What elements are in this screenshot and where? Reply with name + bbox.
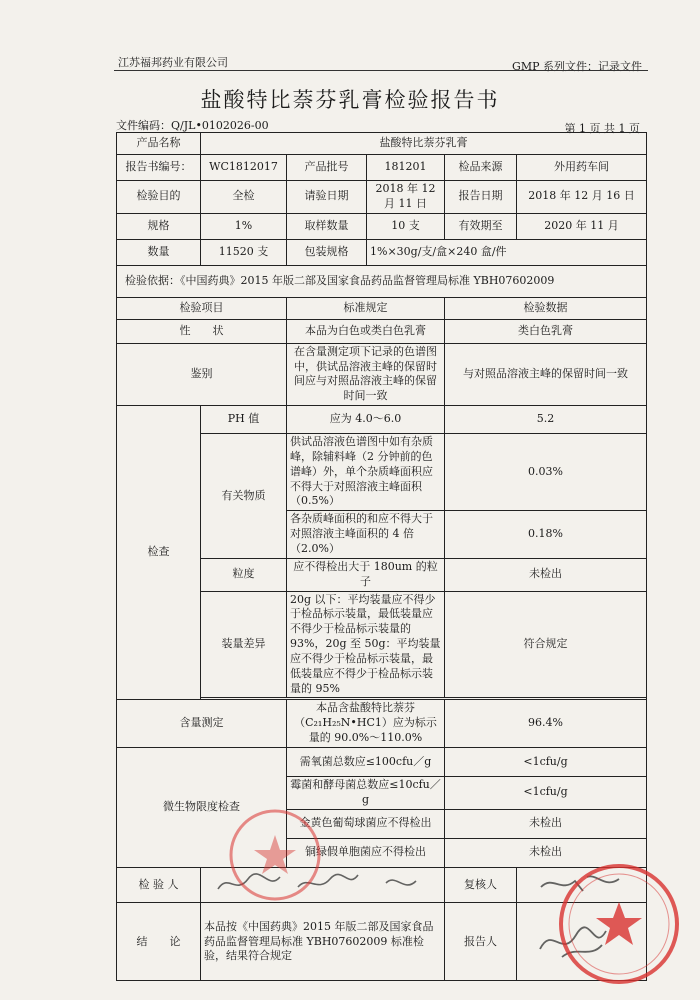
spec-label: 规格 [117,213,201,239]
fill-label: 装量差异 [201,591,287,698]
ph-standard: 应为 4.0～6.0 [287,406,445,434]
row-purpose [117,181,647,214]
col-header-result: 检验数据 [445,297,647,319]
row-character [117,319,647,343]
assay-label: 含量测定 [117,700,287,748]
fill-result: 符合规定 [445,591,647,698]
related-standard-2: 各杂质峰面积的和应不得大于对照溶液主峰面积的 4 倍（2.0%） [287,511,445,559]
page-info: 第 1 页 共 1 页 [564,122,640,135]
expiry-value: 2020 年 11 月 [517,213,647,239]
request-date-value: 2018 年 12 月 11 日 [367,181,445,214]
batch-label: 产品批号 [287,155,367,181]
inspector-label: 检 验 人 [117,867,201,903]
sample-qty-label: 取样数量 [287,213,367,239]
character-label: 性 状 [117,319,287,343]
particle-result: 未检出 [445,558,647,591]
packing-value: 1%×30g/支/盒×240 盒/件 [367,239,647,265]
micro-result-4: 未检出 [445,838,647,867]
reviewer-label: 复核人 [445,867,517,903]
row-quantity [117,239,647,265]
report-date-label: 报告日期 [445,181,517,214]
ph-result: 5.2 [445,406,647,434]
doc-type: GMP 系列文件：记录文件 [512,60,642,73]
assay-result: 96.4% [445,700,647,748]
row-ph [117,406,647,434]
col-header-standard: 标准规定 [287,297,445,319]
batch-value: 181201 [367,155,445,181]
assay-standard: 本品含盐酸特比萘芬（C₂₁H₂₅N•HC1）应为标示量的 90.0%～110.0% [287,700,445,748]
conclusion-text: 本品按《中国药典》2015 年版二部及国家食品药品监督管理局标准 YBH07602009 标准检验，结果符合规定 [201,903,445,981]
fill-standard: 20g 以下：平均装量应不得少于检品标示装量，最低装量应不得少于检品标示装量的 93%，20g 至 50g：平均装量应不得少于检品标示装量，最低装量应不得少于检品标示装量的 95% [287,591,445,698]
reporter-label: 报告人 [445,903,517,981]
micro-result-2: <1cfu/g [445,776,647,809]
identification-label: 鉴别 [117,343,287,405]
request-date-label: 请验日期 [287,181,367,214]
header-divider [114,70,648,71]
sample-qty-value: 10 支 [367,213,445,239]
source-value: 外用药车间 [517,155,647,181]
document-number [116,117,269,133]
purpose-value: 全检 [201,181,287,214]
company-name: 江苏福邦药业有限公司 [118,56,228,69]
row-identification [117,343,647,405]
packing-label: 包装规格 [287,239,367,265]
identification-standard: 在含量测定项下记录的色谱图中，供试品溶液主峰的保留时间应与对照品溶液主峰的保留时间一致 [287,343,445,405]
related-label: 有关物质 [201,434,287,559]
col-header-item: 检验项目 [117,297,287,319]
purpose-label: 检验目的 [117,181,201,214]
identification-result: 与对照品溶液主峰的保留时间一致 [445,343,647,405]
report-no-label: 报告书编号： [117,155,201,181]
report-date-value: 2018 年 12 月 16 日 [517,181,647,214]
micro-label: 微生物限度检查 [117,747,287,867]
quantity-value: 11520 支 [201,239,287,265]
related-result-1: 0.03% [445,434,647,511]
micro-result-3: 未检出 [445,809,647,838]
particle-standard: 应不得检出大于 180um 的粒子 [287,558,445,591]
expiry-label: 有效期至 [445,213,517,239]
quantity-label: 数量 [117,239,201,265]
product-name-value: 盐酸特比萘芬乳膏 [201,133,647,155]
related-result-2: 0.18% [445,511,647,559]
micro-standard-4: 铜绿假单胞菌应不得检出 [287,838,445,867]
micro-standard-2: 霉菌和酵母菌总数应≤10cfu／g [287,776,445,809]
inspection-basis: 检验依据：《中国药典》2015 年版二部及国家食品药品监督管理局标准 YBH07602009 [117,265,647,297]
micro-standard-3: 金黄色葡萄球菌应不得检出 [287,809,445,838]
company-seal [555,860,683,988]
micro-standard-1: 需氧菌总数应≤100cfu／g [287,747,445,776]
micro-result-1: <1cfu/g [445,747,647,776]
doc-no-value: Q/JL•0102026-00 [171,119,269,132]
row-micro-1 [117,747,647,776]
spec-value: 1% [201,213,287,239]
row-basis [117,265,647,297]
check-label: 检查 [117,406,201,700]
doc-no-label: 文件编码： [116,119,171,132]
report-no-value: WC1812017 [201,155,287,181]
row-report-no [117,155,647,181]
particle-label: 粒度 [201,558,287,591]
related-standard-1: 供试品溶液色谱图中如有杂质峰，除辅料峰（2 分钟前的色谱峰）外，单个杂质峰面积应不得大于对照溶液主峰面积（0.5%） [287,434,445,511]
inspection-stamp [225,805,325,905]
report-table [116,132,647,981]
row-assay [117,700,647,748]
report-title: 盐酸特比萘芬乳膏检验报告书 [200,88,500,112]
character-result: 类白色乳膏 [445,319,647,343]
product-name-label: 产品名称 [117,133,201,155]
row-product-name [117,133,647,155]
conclusion-label: 结 论 [117,903,201,981]
source-label: 检品来源 [445,155,517,181]
character-standard: 本品为白色或类白色乳膏 [287,319,445,343]
row-column-headers [117,297,647,319]
ph-label: PH 值 [201,406,287,434]
row-spec [117,213,647,239]
